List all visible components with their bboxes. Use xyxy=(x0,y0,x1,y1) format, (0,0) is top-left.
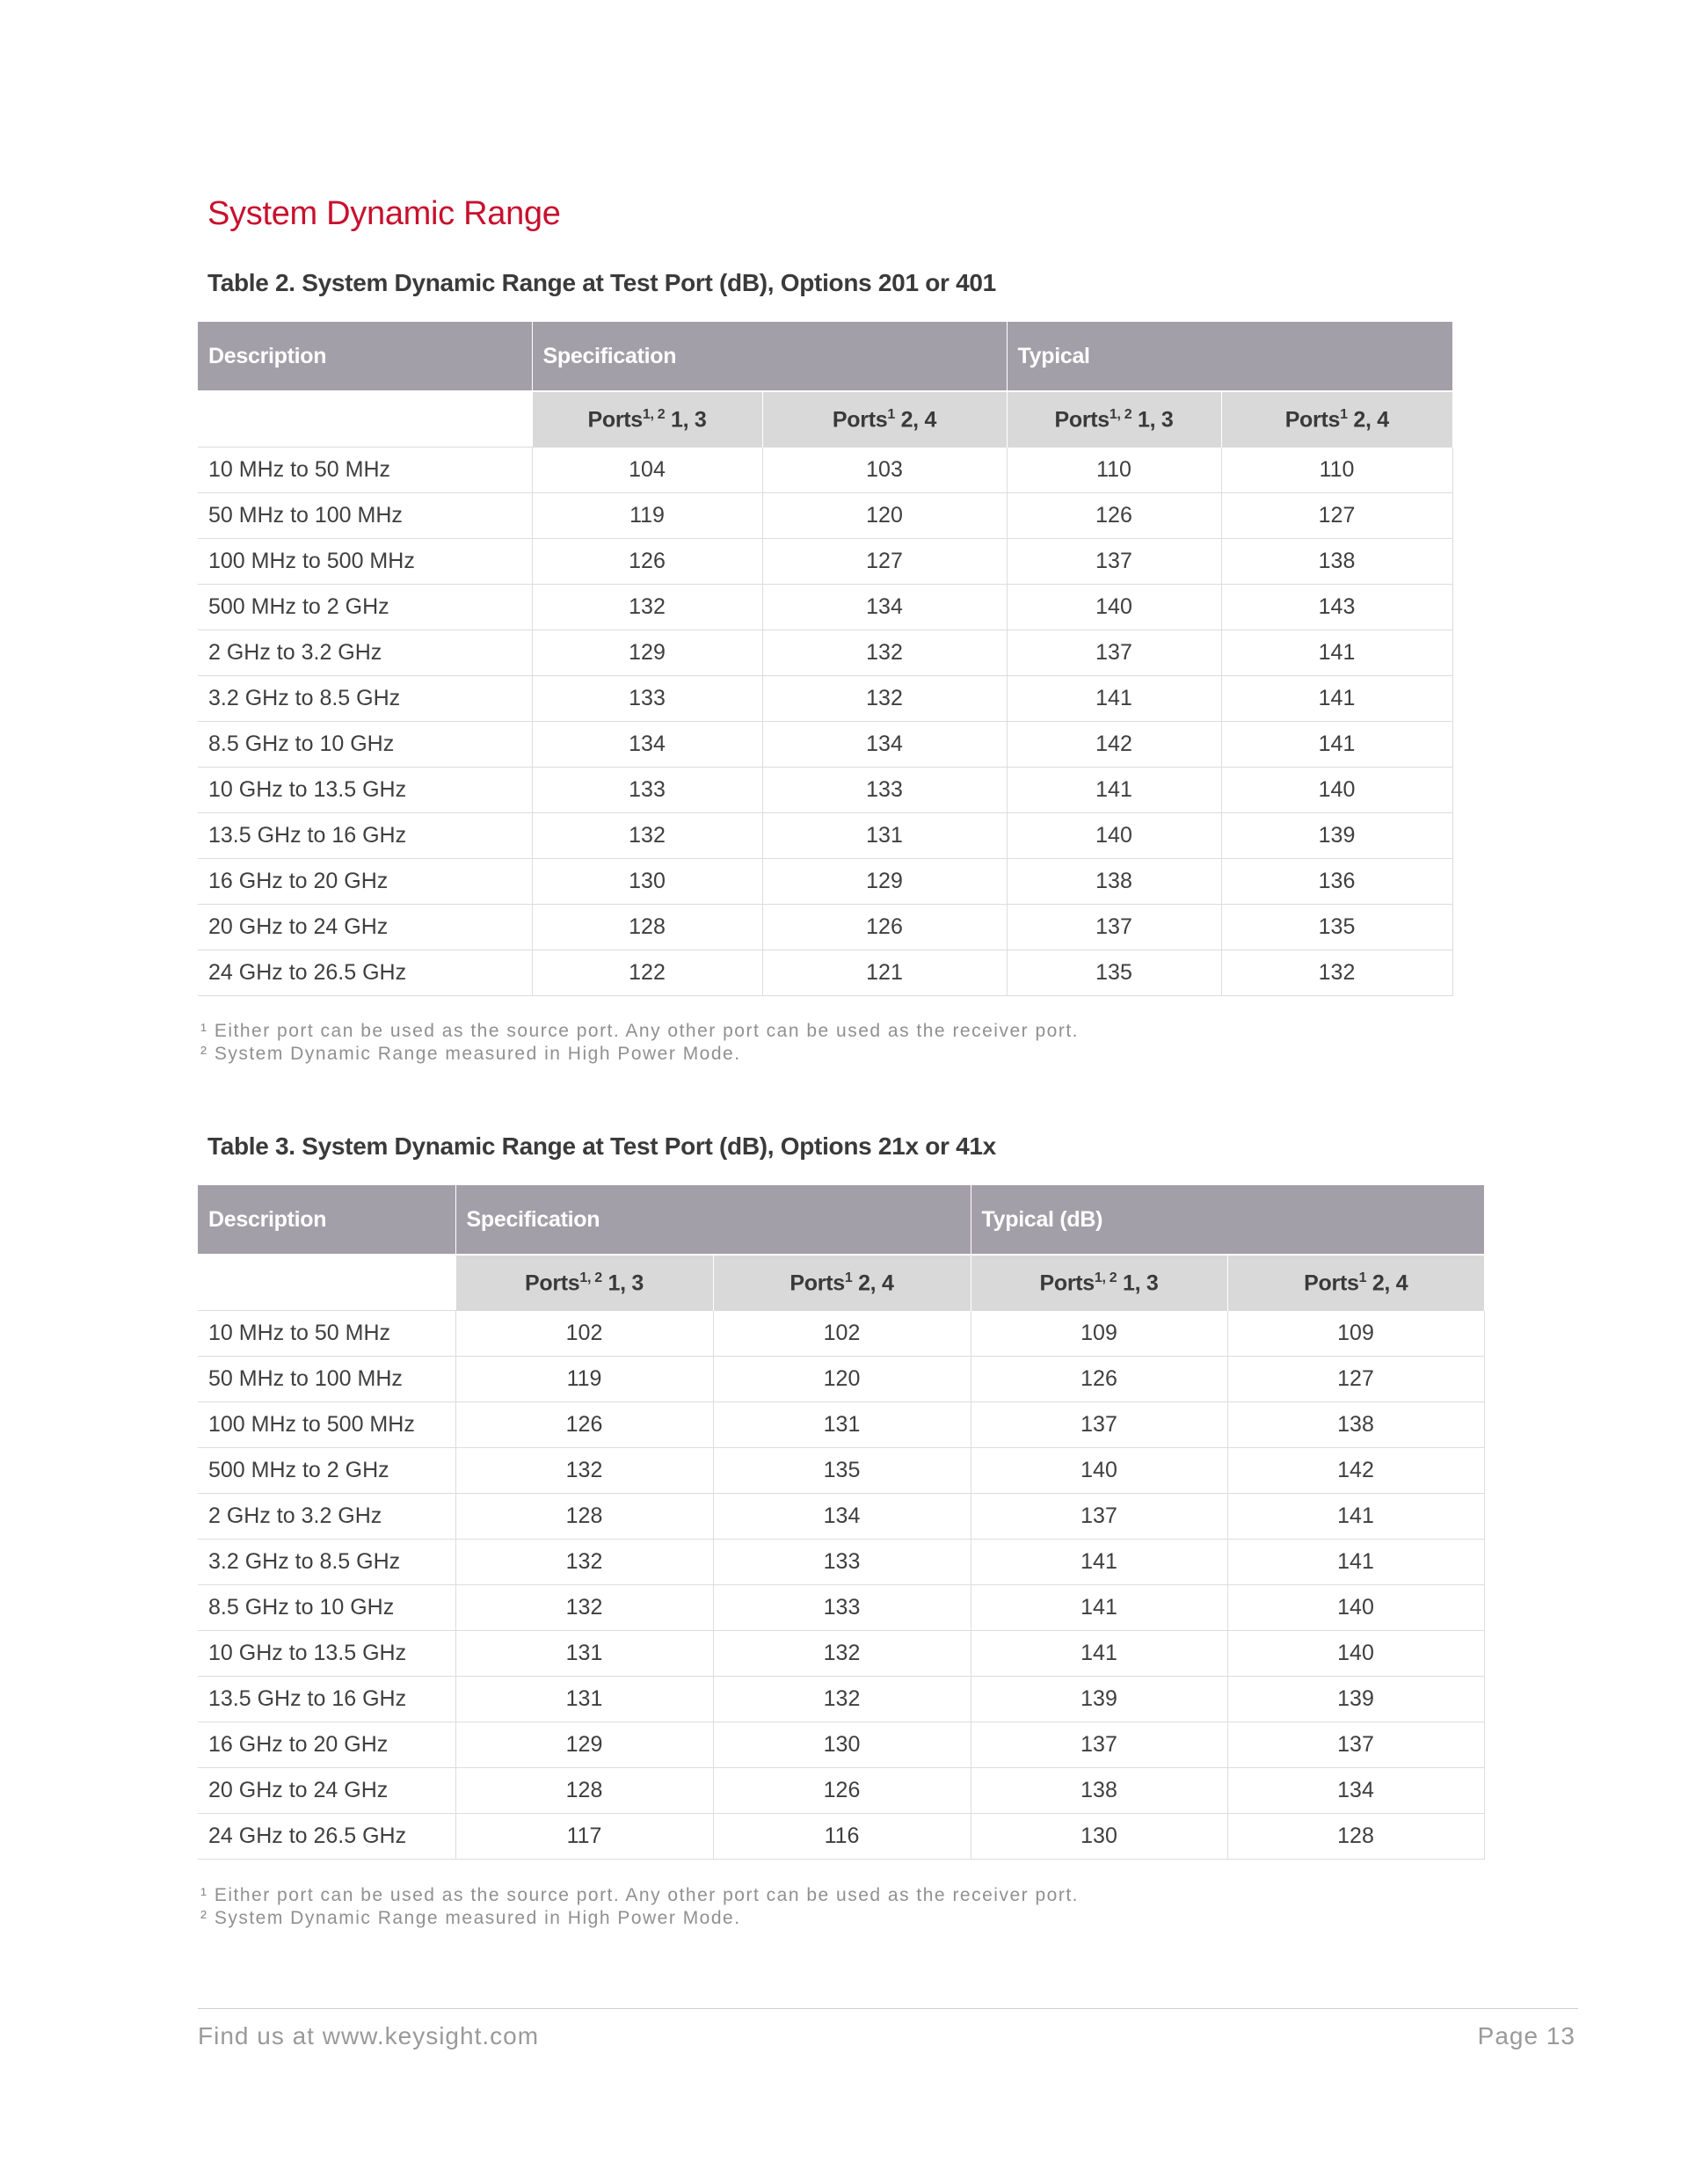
footnote-1: ¹ Either port can be used as the source port. Any other port can be used as the receiver port. xyxy=(200,1885,1079,1905)
table-row xyxy=(198,1357,1484,1402)
value-cell: 134 xyxy=(713,1494,971,1540)
footer-page-number: Page 13 xyxy=(1477,2022,1575,2049)
table-row xyxy=(198,1540,1484,1585)
value-cell: 141 xyxy=(1007,768,1221,813)
table3-subheader-spec-ports-2-4 xyxy=(713,1255,971,1311)
value-cell: 127 xyxy=(762,539,1007,585)
table3-subheader-typ-ports-1-3 xyxy=(971,1255,1227,1311)
value-cell: 138 xyxy=(1227,1402,1484,1448)
table-row xyxy=(198,1494,1484,1540)
value-cell: 128 xyxy=(1227,1814,1484,1860)
table-row xyxy=(198,1722,1484,1768)
value-cell: 134 xyxy=(532,722,762,768)
table-row xyxy=(198,1402,1484,1448)
value-cell: 141 xyxy=(971,1585,1227,1631)
value-cell: 119 xyxy=(532,493,762,539)
value-cell: 138 xyxy=(1221,539,1452,585)
value-cell: 136 xyxy=(1221,859,1452,905)
table3-subheader-typ-ports-2-4 xyxy=(1227,1255,1484,1311)
ports-word: Ports xyxy=(524,1270,580,1295)
value-cell: 141 xyxy=(971,1631,1227,1677)
frequency-range-cell: 50 MHz to 100 MHz xyxy=(198,493,532,539)
value-cell: 130 xyxy=(532,859,762,905)
port-numbers: 2, 4 xyxy=(1366,1270,1408,1295)
value-cell: 130 xyxy=(971,1814,1227,1860)
value-cell: 131 xyxy=(455,1631,713,1677)
ports-word: Ports xyxy=(1054,406,1110,432)
table-row xyxy=(198,630,1452,676)
value-cell: 126 xyxy=(713,1768,971,1814)
value-cell: 129 xyxy=(532,630,762,676)
value-cell: 120 xyxy=(713,1357,971,1402)
value-cell: 126 xyxy=(762,905,1007,950)
footnote-ref: 1, 2 xyxy=(642,406,666,422)
value-cell: 142 xyxy=(1007,722,1221,768)
value-cell: 140 xyxy=(1227,1585,1484,1631)
frequency-range-cell: 13.5 GHz to 16 GHz xyxy=(198,1677,455,1722)
frequency-range-cell: 20 GHz to 24 GHz xyxy=(198,1768,455,1814)
table2 xyxy=(198,322,1453,996)
port-numbers: 1, 3 xyxy=(665,406,707,432)
table2-subheader-blank xyxy=(198,391,532,448)
value-cell: 141 xyxy=(1221,676,1452,722)
value-cell: 135 xyxy=(713,1448,971,1494)
frequency-range-cell: 10 MHz to 50 MHz xyxy=(198,448,532,493)
page-title: System Dynamic Range xyxy=(207,195,561,232)
frequency-range-cell: 50 MHz to 100 MHz xyxy=(198,1357,455,1402)
value-cell: 132 xyxy=(713,1677,971,1722)
footnote-ref: 1 xyxy=(844,1270,853,1285)
value-cell: 133 xyxy=(713,1585,971,1631)
ports-word: Ports xyxy=(1304,1270,1359,1295)
value-cell: 131 xyxy=(762,813,1007,859)
table-row xyxy=(198,1311,1484,1357)
value-cell: 141 xyxy=(971,1540,1227,1585)
table3-body xyxy=(198,1311,1484,1860)
table3-group-header xyxy=(198,1185,1484,1255)
value-cell: 109 xyxy=(971,1311,1227,1357)
port-numbers: 2, 4 xyxy=(894,406,937,432)
table3-header-description: Description xyxy=(198,1185,455,1255)
value-cell: 131 xyxy=(455,1677,713,1722)
value-cell: 132 xyxy=(532,813,762,859)
port-numbers: 1, 3 xyxy=(601,1270,644,1295)
value-cell: 135 xyxy=(1007,950,1221,996)
footnote-2: ² System Dynamic Range measured in High Power Mode. xyxy=(200,1908,741,1928)
ports-word: Ports xyxy=(1039,1270,1095,1295)
value-cell: 104 xyxy=(532,448,762,493)
frequency-range-cell: 100 MHz to 500 MHz xyxy=(198,1402,455,1448)
table-row xyxy=(198,539,1452,585)
table2-body xyxy=(198,448,1452,996)
table-row xyxy=(198,1585,1484,1631)
table-row xyxy=(198,585,1452,630)
value-cell: 132 xyxy=(762,676,1007,722)
table2-header-description: Description xyxy=(198,322,532,391)
value-cell: 129 xyxy=(762,859,1007,905)
table3-footnotes xyxy=(200,1884,1079,1930)
value-cell: 110 xyxy=(1221,448,1452,493)
value-cell: 133 xyxy=(762,768,1007,813)
table-row xyxy=(198,722,1452,768)
value-cell: 127 xyxy=(1227,1357,1484,1402)
ports-word: Ports xyxy=(587,406,643,432)
frequency-range-cell: 500 MHz to 2 GHz xyxy=(198,1448,455,1494)
table2-subheader-typ-ports-1-3 xyxy=(1007,391,1221,448)
table3-subheader-spec-ports-1-3 xyxy=(455,1255,713,1311)
value-cell: 126 xyxy=(971,1357,1227,1402)
ports-word: Ports xyxy=(789,1270,845,1295)
table-row xyxy=(198,676,1452,722)
table3-subheader-blank xyxy=(198,1255,455,1311)
table-row xyxy=(198,768,1452,813)
value-cell: 128 xyxy=(455,1768,713,1814)
frequency-range-cell: 13.5 GHz to 16 GHz xyxy=(198,813,532,859)
ports-word: Ports xyxy=(1284,406,1341,432)
value-cell: 132 xyxy=(762,630,1007,676)
value-cell: 137 xyxy=(971,1402,1227,1448)
footnote-ref: 1, 2 xyxy=(1094,1270,1117,1285)
port-numbers: 1, 3 xyxy=(1117,1270,1159,1295)
ports-word: Ports xyxy=(832,406,888,432)
table-row xyxy=(198,813,1452,859)
value-cell: 140 xyxy=(1221,768,1452,813)
value-cell: 127 xyxy=(1221,493,1452,539)
value-cell: 102 xyxy=(713,1311,971,1357)
value-cell: 138 xyxy=(971,1768,1227,1814)
table3-caption: Table 3. System Dynamic Range at Test Port (dB), Options 21x or 41x xyxy=(207,1132,996,1160)
value-cell: 135 xyxy=(1221,905,1452,950)
frequency-range-cell: 8.5 GHz to 10 GHz xyxy=(198,1585,455,1631)
table2-footnotes xyxy=(200,1020,1079,1066)
value-cell: 139 xyxy=(971,1677,1227,1722)
value-cell: 132 xyxy=(455,1448,713,1494)
value-cell: 130 xyxy=(713,1722,971,1768)
table2-caption: Table 2. System Dynamic Range at Test Port (dB), Options 201 or 401 xyxy=(207,269,996,296)
table2-subheader-spec-ports-1-3 xyxy=(532,391,762,448)
value-cell: 139 xyxy=(1227,1677,1484,1722)
value-cell: 137 xyxy=(1007,630,1221,676)
table-row xyxy=(198,448,1452,493)
value-cell: 132 xyxy=(532,585,762,630)
value-cell: 141 xyxy=(1007,676,1221,722)
value-cell: 109 xyxy=(1227,1311,1484,1357)
value-cell: 143 xyxy=(1221,585,1452,630)
value-cell: 141 xyxy=(1227,1540,1484,1585)
value-cell: 137 xyxy=(1007,539,1221,585)
port-numbers: 2, 4 xyxy=(1347,406,1389,432)
table3-sub-header xyxy=(198,1255,1484,1311)
value-cell: 122 xyxy=(532,950,762,996)
value-cell: 141 xyxy=(1221,722,1452,768)
value-cell: 134 xyxy=(762,585,1007,630)
value-cell: 121 xyxy=(762,950,1007,996)
footnote-ref: 1 xyxy=(1340,406,1348,422)
value-cell: 132 xyxy=(713,1631,971,1677)
value-cell: 140 xyxy=(1227,1631,1484,1677)
value-cell: 126 xyxy=(455,1402,713,1448)
frequency-range-cell: 100 MHz to 500 MHz xyxy=(198,539,532,585)
value-cell: 117 xyxy=(455,1814,713,1860)
value-cell: 131 xyxy=(713,1402,971,1448)
port-numbers: 2, 4 xyxy=(852,1270,894,1295)
footnote-ref: 1, 2 xyxy=(1109,406,1132,422)
value-cell: 110 xyxy=(1007,448,1221,493)
footer-website-link[interactable]: Find us at www.keysight.com xyxy=(198,2022,540,2049)
table-row xyxy=(198,859,1452,905)
table2-sub-header xyxy=(198,391,1452,448)
value-cell: 119 xyxy=(455,1357,713,1402)
value-cell: 140 xyxy=(1007,585,1221,630)
frequency-range-cell: 20 GHz to 24 GHz xyxy=(198,905,532,950)
value-cell: 134 xyxy=(762,722,1007,768)
table-row xyxy=(198,1814,1484,1860)
value-cell: 132 xyxy=(455,1585,713,1631)
value-cell: 126 xyxy=(532,539,762,585)
value-cell: 140 xyxy=(971,1448,1227,1494)
value-cell: 128 xyxy=(455,1494,713,1540)
frequency-range-cell: 10 GHz to 13.5 GHz xyxy=(198,768,532,813)
table2-group-header xyxy=(198,322,1452,391)
value-cell: 102 xyxy=(455,1311,713,1357)
value-cell: 133 xyxy=(532,768,762,813)
table-row xyxy=(198,905,1452,950)
footnote-ref: 1 xyxy=(1358,1270,1367,1285)
table3-header-specification: Specification xyxy=(455,1185,971,1255)
table2-header-typical: Typical xyxy=(1007,322,1452,391)
value-cell: 120 xyxy=(762,493,1007,539)
footnote-ref: 1 xyxy=(887,406,895,422)
frequency-range-cell: 24 GHz to 26.5 GHz xyxy=(198,1814,455,1860)
value-cell: 132 xyxy=(1221,950,1452,996)
table2-header-specification: Specification xyxy=(532,322,1007,391)
port-numbers: 1, 3 xyxy=(1131,406,1174,432)
frequency-range-cell: 2 GHz to 3.2 GHz xyxy=(198,1494,455,1540)
footer-divider xyxy=(198,2008,1578,2009)
value-cell: 128 xyxy=(532,905,762,950)
table-row xyxy=(198,1768,1484,1814)
value-cell: 129 xyxy=(455,1722,713,1768)
footnote-ref: 1, 2 xyxy=(579,1270,602,1285)
value-cell: 137 xyxy=(971,1494,1227,1540)
frequency-range-cell: 500 MHz to 2 GHz xyxy=(198,585,532,630)
value-cell: 116 xyxy=(713,1814,971,1860)
frequency-range-cell: 3.2 GHz to 8.5 GHz xyxy=(198,676,532,722)
value-cell: 133 xyxy=(713,1540,971,1585)
value-cell: 133 xyxy=(532,676,762,722)
table-row xyxy=(198,1677,1484,1722)
value-cell: 137 xyxy=(971,1722,1227,1768)
frequency-range-cell: 8.5 GHz to 10 GHz xyxy=(198,722,532,768)
table-row xyxy=(198,950,1452,996)
frequency-range-cell: 16 GHz to 20 GHz xyxy=(198,1722,455,1768)
table-row xyxy=(198,493,1452,539)
frequency-range-cell: 10 GHz to 13.5 GHz xyxy=(198,1631,455,1677)
value-cell: 140 xyxy=(1007,813,1221,859)
table-row xyxy=(198,1631,1484,1677)
value-cell: 138 xyxy=(1007,859,1221,905)
value-cell: 134 xyxy=(1227,1768,1484,1814)
footnote-1: ¹ Either port can be used as the source port. Any other port can be used as the receiver port. xyxy=(200,1021,1079,1041)
table3 xyxy=(198,1185,1485,1860)
frequency-range-cell: 16 GHz to 20 GHz xyxy=(198,859,532,905)
table2-subheader-typ-ports-2-4 xyxy=(1221,391,1452,448)
value-cell: 141 xyxy=(1227,1494,1484,1540)
table3-header-typical: Typical (dB) xyxy=(971,1185,1484,1255)
value-cell: 137 xyxy=(1227,1722,1484,1768)
value-cell: 132 xyxy=(455,1540,713,1585)
value-cell: 142 xyxy=(1227,1448,1484,1494)
table2-subheader-spec-ports-2-4 xyxy=(762,391,1007,448)
value-cell: 126 xyxy=(1007,493,1221,539)
frequency-range-cell: 10 MHz to 50 MHz xyxy=(198,1311,455,1357)
footnote-2: ² System Dynamic Range measured in High Power Mode. xyxy=(200,1044,741,1064)
value-cell: 103 xyxy=(762,448,1007,493)
frequency-range-cell: 2 GHz to 3.2 GHz xyxy=(198,630,532,676)
value-cell: 137 xyxy=(1007,905,1221,950)
value-cell: 139 xyxy=(1221,813,1452,859)
frequency-range-cell: 24 GHz to 26.5 GHz xyxy=(198,950,532,996)
value-cell: 141 xyxy=(1221,630,1452,676)
frequency-range-cell: 3.2 GHz to 8.5 GHz xyxy=(198,1540,455,1585)
table-row xyxy=(198,1448,1484,1494)
